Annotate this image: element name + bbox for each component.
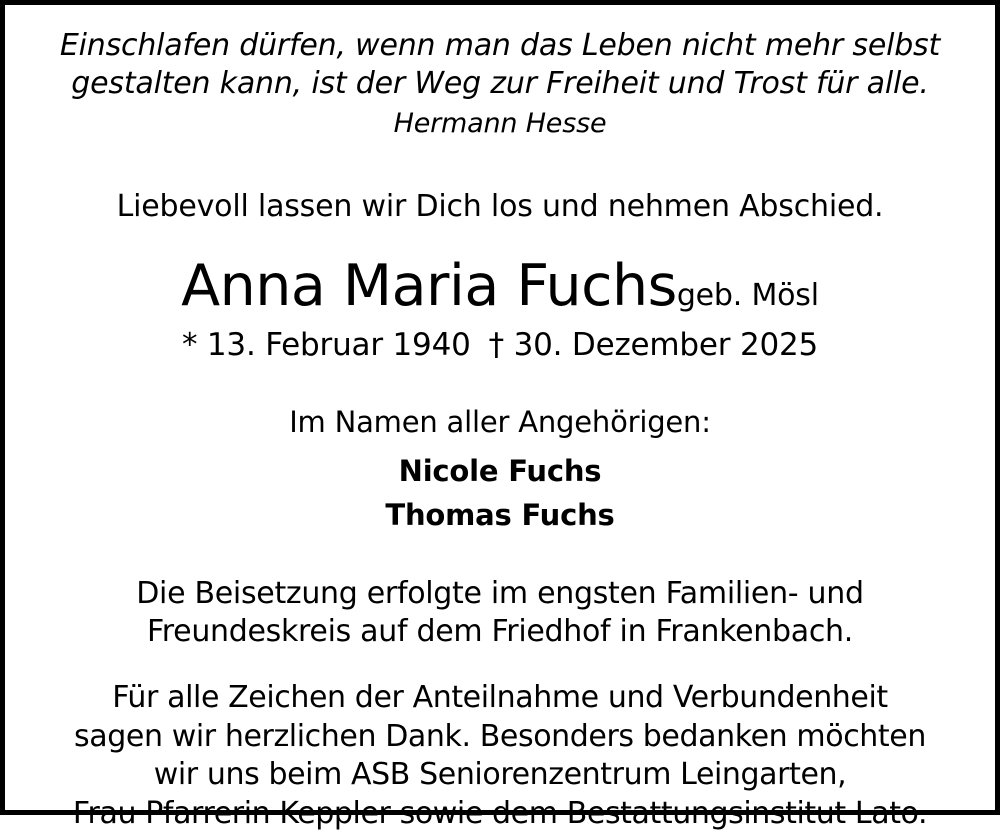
burial-line: Die Beisetzung erfolgte im engsten Familien- und [136, 575, 864, 611]
burial-info [35, 575, 965, 652]
farewell-text: Liebevoll lassen wir Dich los und nehmen Abschied. [116, 189, 884, 225]
quote-line-2: gestalten kann, ist der Weg zur Freiheit und Trost für alle. [71, 66, 929, 102]
deceased-name: Anna Maria Fuchs [181, 253, 677, 320]
deceased-name-block [35, 253, 965, 319]
quote-line-1: Einschlafen dürfen, wenn man das Leben nicht mehr selbst [59, 28, 941, 63]
thanks-line: wir uns beim ASB Seniorenzentrum Leingarten, [153, 757, 847, 793]
burial-line: Freundeskreis auf dem Friedhof in Frankenbach. [147, 614, 853, 650]
family-member: Thomas Fuchs [385, 498, 615, 533]
thanks-line: sagen wir herzlichen Dank. Besonders bedanken möchten [74, 718, 926, 754]
thanks-line: Frau Pfarrerin Keppler sowie dem Bestattungsinstitut Lato. [72, 795, 928, 831]
thanks-line: Für alle Zeichen der Anteilnahme und Verbundenheit [112, 680, 888, 716]
death-date: † 30. Dezember 2025 [488, 327, 819, 364]
quote-block [35, 27, 965, 141]
life-dates [35, 327, 965, 363]
quote-author: Hermann Hesse [393, 107, 607, 139]
family-member: Nicole Fuchs [398, 454, 602, 489]
thanks-info [35, 679, 965, 833]
birth-date: * 13. Februar 1940 [181, 327, 471, 364]
deceased-maiden-name: geb. Mösl [676, 278, 819, 314]
family-intro: Im Namen aller Angehörigen: [289, 405, 711, 440]
